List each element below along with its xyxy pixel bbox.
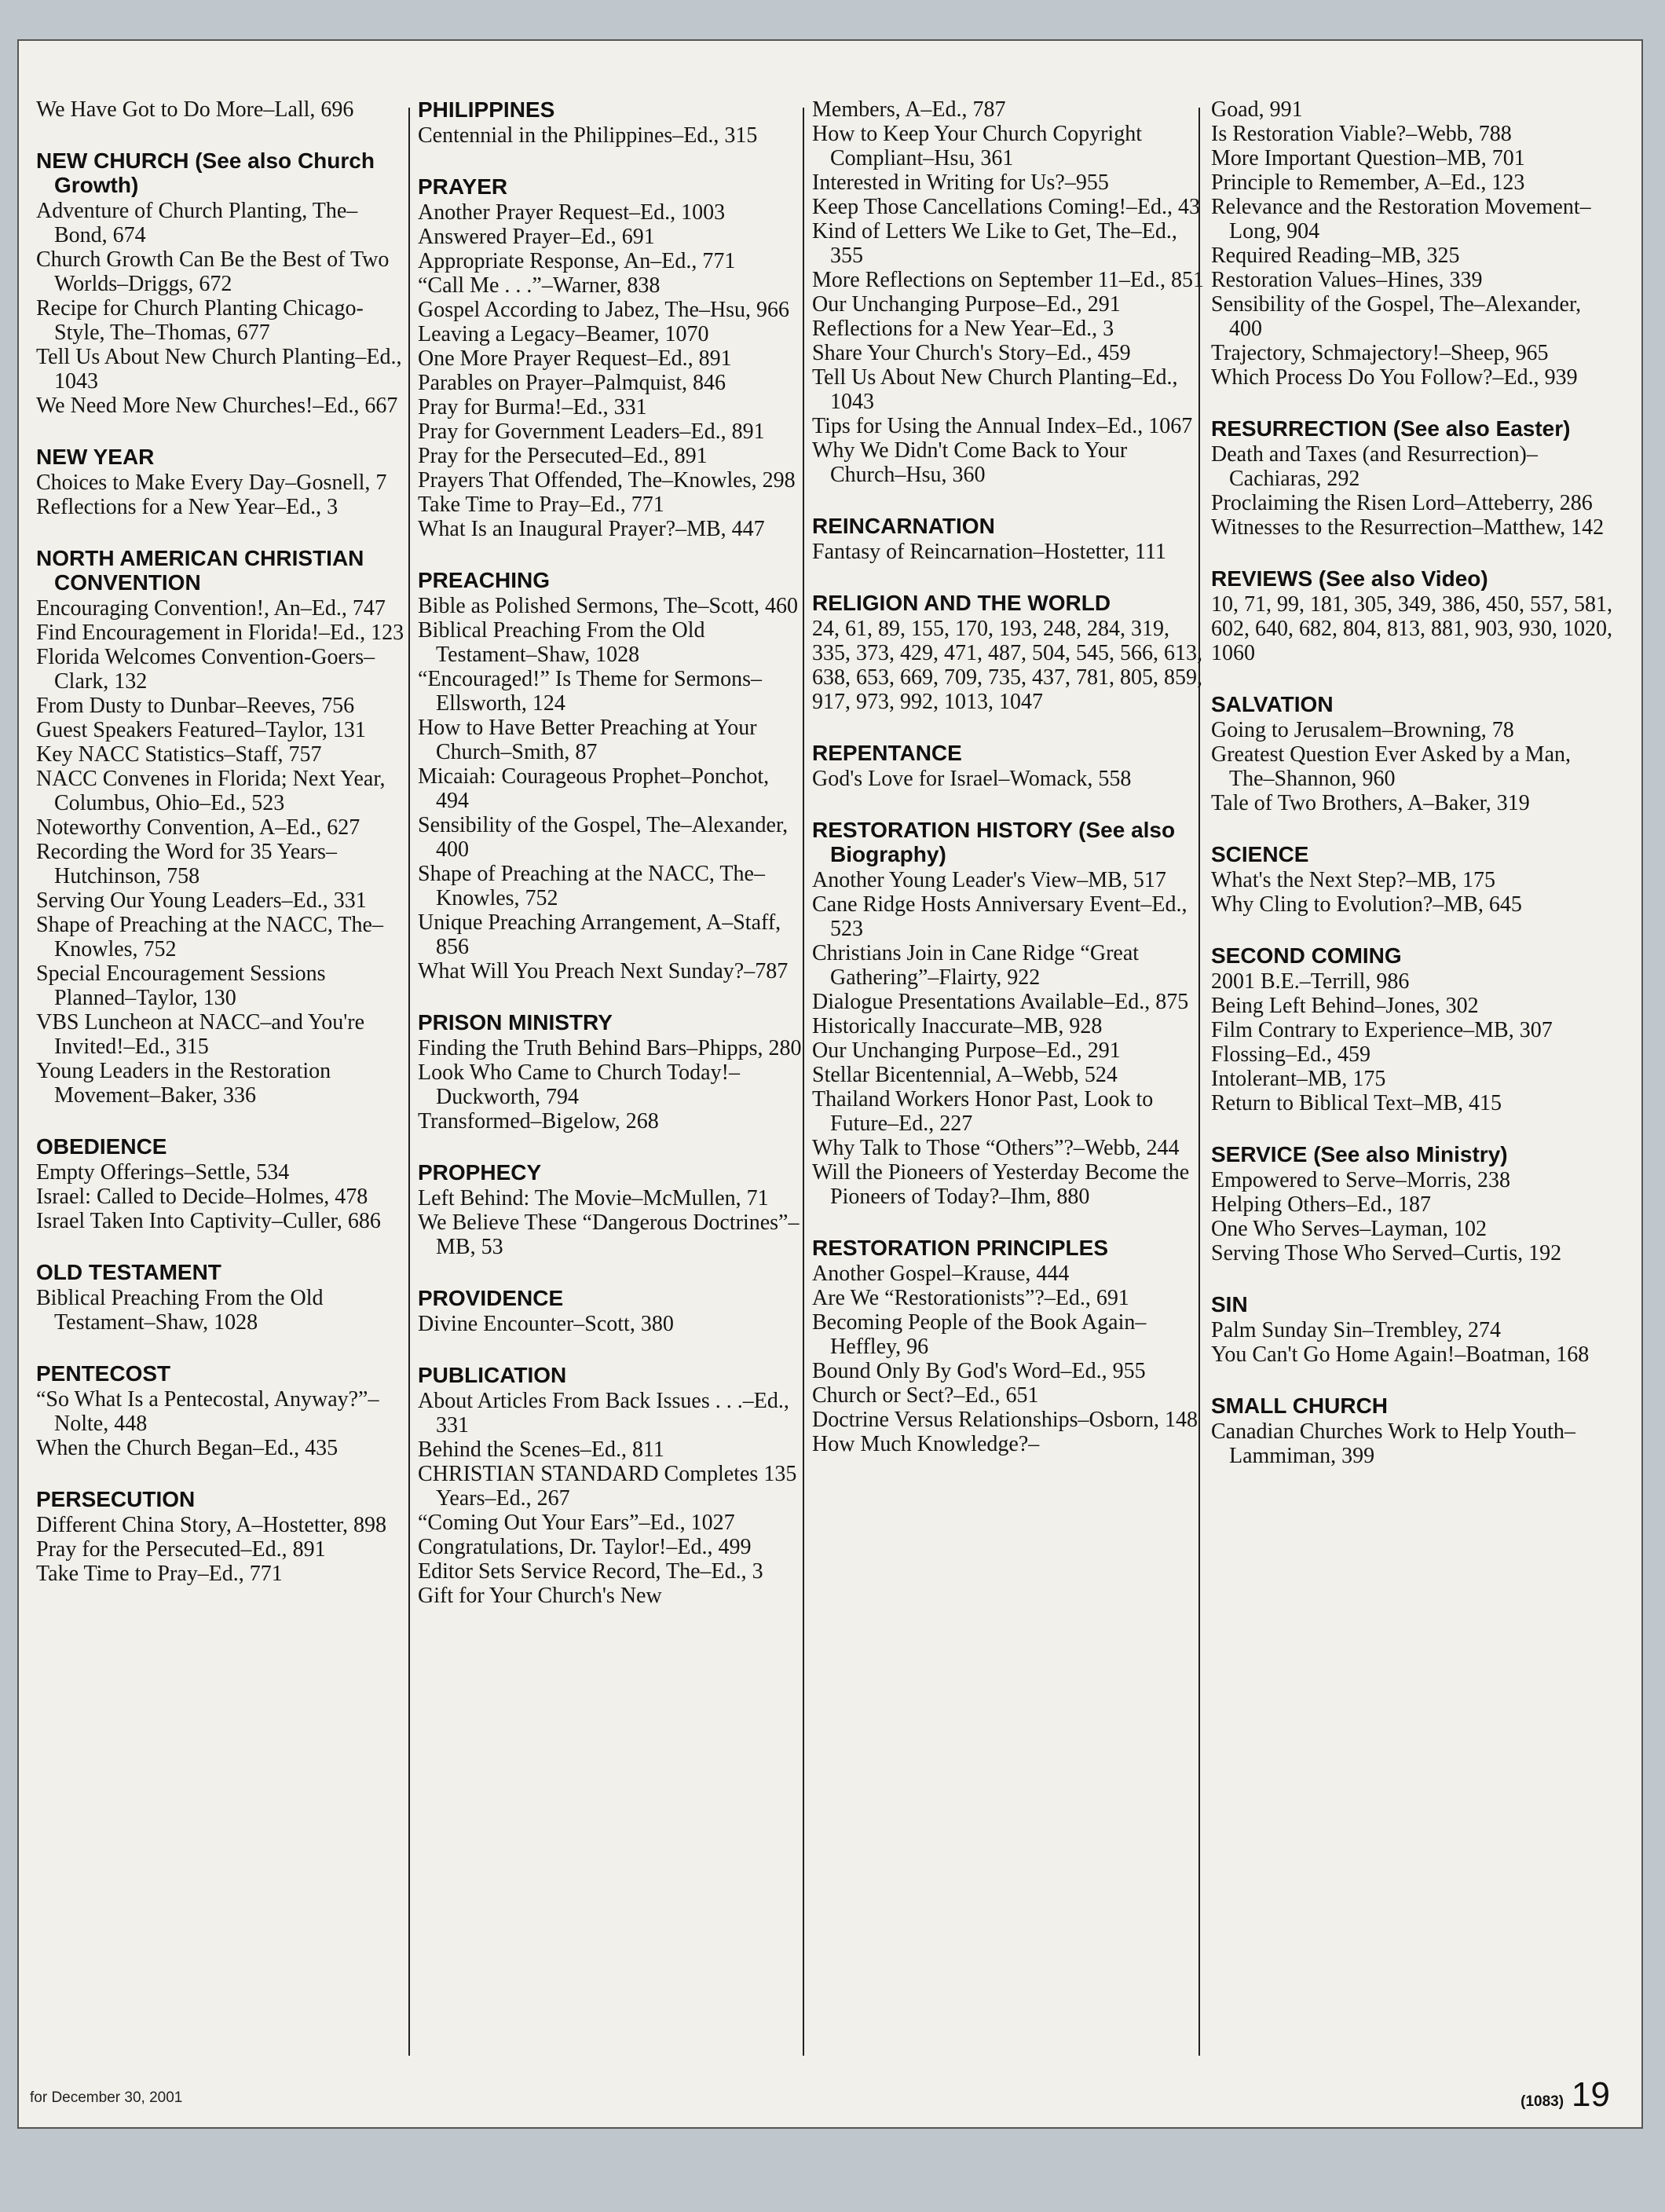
- index-entry: Pray for the Persecuted–Ed., 891: [418, 444, 708, 468]
- section-heading: REPENTANCE: [812, 741, 962, 765]
- index-entry: Becoming People of the Book Again–Heffley, 96: [812, 1310, 1147, 1359]
- index-entry: About Articles From Back Issues . . .–Ed., 331: [418, 1389, 789, 1437]
- index-section: [36, 1134, 409, 1233]
- index-entry: Key NACC Statistics–Staff, 757: [36, 742, 322, 767]
- index-entry: Doctrine Versus Relationships–Osborn, 148: [812, 1408, 1198, 1432]
- index-section: [1211, 842, 1619, 917]
- index-entry: Unique Preaching Arrangement, A–Staff, 856: [418, 910, 781, 959]
- index-entry: Cane Ridge Hosts Anniversary Event–Ed., 523: [812, 892, 1187, 941]
- index-entry: Biblical Preaching From the Old Testament–Shaw, 1028: [418, 618, 705, 667]
- index-entry: Members, A–Ed., 787: [812, 97, 1006, 122]
- index-entry: More Important Question–MB, 701: [1211, 146, 1525, 170]
- index-entry: How to Keep Your Church Copyright Compliant–Hsu, 361: [812, 122, 1142, 170]
- index-entry: Is Restoration Viable?–Webb, 788: [1211, 122, 1512, 146]
- index-entry: “Encouraged!” Is Theme for Sermons–Ellsworth, 124: [418, 667, 762, 716]
- index-entry: Biblical Preaching From the Old Testament–Shaw, 1028: [36, 1286, 324, 1335]
- index-entry: Intolerant–MB, 175: [1211, 1067, 1386, 1091]
- index-entry: How Much Knowledge?–: [812, 1432, 1040, 1456]
- index-entry: Serving Those Who Served–Curtis, 192: [1211, 1241, 1562, 1265]
- page-number: 19: [1572, 2075, 1610, 2114]
- index-entry: Recipe for Church Planting Chicago-Style, The–Thomas, 677: [36, 296, 364, 345]
- index-entry: Sensibility of the Gospel, The–Alexander, 400: [1211, 292, 1582, 341]
- index-column-3: [812, 97, 1205, 2061]
- index-page: [17, 39, 1643, 2129]
- index-section: [812, 741, 1205, 791]
- index-entry: Guest Speakers Featured–Taylor, 131: [36, 718, 366, 742]
- index-entry: “Call Me . . .”–Warner, 838: [418, 273, 661, 298]
- index-entry: We Need More New Churches!–Ed., 667: [36, 394, 398, 418]
- index-entry: Witnesses to the Resurrection–Matthew, 142: [1211, 515, 1605, 540]
- index-section: [1211, 1393, 1619, 1468]
- index-section: [418, 174, 807, 541]
- index-section: [1211, 1292, 1619, 1367]
- index-entry: Reflections for a New Year–Ed., 3: [36, 495, 338, 519]
- index-section: [418, 568, 807, 983]
- index-entry: Congratulations, Dr. Taylor!–Ed., 499: [418, 1535, 752, 1559]
- section-heading: SERVICE (See also Ministry): [1211, 1142, 1508, 1166]
- index-section: [36, 97, 409, 122]
- section-heading: NORTH AMERICAN CHRISTIAN CONVENTION: [36, 546, 364, 595]
- index-entry: God's Love for Israel–Womack, 558: [812, 767, 1132, 791]
- index-entry: “So What Is a Pentecostal, Anyway?”–Nolte, 448: [36, 1387, 379, 1436]
- index-entry: Church or Sect?–Ed., 651: [812, 1383, 1039, 1408]
- index-entry: Israel Taken Into Captivity–Culler, 686: [36, 1209, 381, 1233]
- section-heading: PRAYER: [418, 174, 508, 199]
- index-entry: More Reflections on September 11–Ed., 851: [812, 268, 1204, 292]
- index-entry: Which Process Do You Follow?–Ed., 939: [1211, 365, 1578, 390]
- page-reference-list: 24, 61, 89, 155, 170, 193, 248, 284, 319, 335, 373, 429, 471, 487, 504, 545, 566, 613, 638, 653, 669, 709, 735, 437, 781, 805, 859, 917, 973, 992, 1013, 1047: [812, 617, 1202, 714]
- index-entry: Gospel According to Jabez, The–Hsu, 966: [418, 298, 790, 322]
- index-entry: Death and Taxes (and Resurrection)–Cachiaras, 292: [1211, 442, 1538, 491]
- index-entry: Recording the Word for 35 Years–Hutchinson, 758: [36, 840, 337, 888]
- index-section: [1211, 1142, 1619, 1265]
- index-section: [418, 1363, 807, 1608]
- index-entry: Pray for Burma!–Ed., 331: [418, 395, 647, 419]
- section-heading: RESTORATION HISTORY (See also Biography): [812, 818, 1176, 866]
- index-entry: Left Behind: The Movie–McMullen, 71: [418, 1186, 769, 1210]
- index-entry: Reflections for a New Year–Ed., 3: [812, 317, 1114, 341]
- index-entry: Another Gospel–Krause, 444: [812, 1262, 1070, 1286]
- index-entry: When the Church Began–Ed., 435: [36, 1436, 338, 1460]
- index-entry: What Is an Inaugural Prayer?–MB, 447: [418, 517, 765, 541]
- index-section: [812, 591, 1205, 714]
- index-entry: You Can't Go Home Again!–Boatman, 168: [1211, 1342, 1590, 1367]
- index-entry: Empty Offerings–Settle, 534: [36, 1160, 290, 1185]
- index-entry: Stellar Bicentennial, A–Webb, 524: [812, 1063, 1118, 1087]
- index-section: [36, 1487, 409, 1586]
- index-entry: Encouraging Convention!, An–Ed., 747: [36, 596, 386, 621]
- index-entry: Palm Sunday Sin–Trembley, 274: [1211, 1318, 1501, 1342]
- index-entry: What's the Next Step?–MB, 175: [1211, 868, 1495, 892]
- index-entry: Why Cling to Evolution?–MB, 645: [1211, 892, 1522, 917]
- index-entry: Kind of Letters We Like to Get, The–Ed., 355: [812, 219, 1177, 268]
- index-entry: Empowered to Serve–Morris, 238: [1211, 1168, 1511, 1192]
- index-section: [1211, 566, 1619, 665]
- section-heading: SALVATION: [1211, 692, 1334, 716]
- index-entry: Canadian Churches Work to Help Youth–Lammiman, 399: [1211, 1419, 1575, 1468]
- index-entry: Flossing–Ed., 459: [1211, 1042, 1371, 1067]
- index-section: [36, 445, 409, 519]
- index-entry: Noteworthy Convention, A–Ed., 627: [36, 815, 360, 840]
- index-entry: Dialogue Presentations Available–Ed., 875: [812, 990, 1189, 1014]
- section-heading: PROVIDENCE: [418, 1286, 564, 1310]
- page-code: (1083): [1520, 2093, 1564, 2110]
- index-entry: Are We “Restorationists”?–Ed., 691: [812, 1286, 1129, 1310]
- index-section: [812, 1236, 1205, 1456]
- index-entry: Fantasy of Reincarnation–Hostetter, 111: [812, 540, 1166, 564]
- index-section: [812, 97, 1205, 487]
- index-entry: Different China Story, A–Hostetter, 898: [36, 1513, 387, 1537]
- index-entry: Another Prayer Request–Ed., 1003: [418, 200, 726, 225]
- index-entry: Being Left Behind–Jones, 302: [1211, 994, 1479, 1018]
- index-section: [1211, 416, 1619, 540]
- index-entry: Helping Others–Ed., 187: [1211, 1192, 1431, 1217]
- index-entry: Return to Biblical Text–MB, 415: [1211, 1091, 1502, 1115]
- section-heading: PREACHING: [418, 568, 551, 592]
- index-section: [36, 1361, 409, 1460]
- index-column-4: [1211, 97, 1619, 2061]
- index-entry: Gift for Your Church's New: [418, 1584, 662, 1608]
- index-entry: Find Encouragement in Florida!–Ed., 123: [36, 621, 404, 645]
- index-entry: Share Your Church's Story–Ed., 459: [812, 341, 1131, 365]
- index-section: [1211, 943, 1619, 1115]
- index-section: [1211, 97, 1619, 390]
- index-entry: From Dusty to Dunbar–Reeves, 756: [36, 694, 355, 718]
- index-entry: Tale of Two Brothers, A–Baker, 319: [1211, 791, 1530, 815]
- index-entry: Behind the Scenes–Ed., 811: [418, 1437, 664, 1462]
- section-heading: PERSECUTION: [36, 1487, 196, 1511]
- index-column-2: [418, 97, 807, 2061]
- section-heading: PENTECOST: [36, 1361, 171, 1386]
- index-entry: Another Young Leader's View–MB, 517: [812, 868, 1166, 892]
- index-entry: Leaving a Legacy–Beamer, 1070: [418, 322, 709, 346]
- index-entry: Our Unchanging Purpose–Ed., 291: [812, 1038, 1121, 1063]
- index-entry: Historically Inaccurate–MB, 928: [812, 1014, 1103, 1038]
- issue-date: for December 30, 2001: [30, 2089, 183, 2106]
- index-entry: Choices to Make Every Day–Gosnell, 7: [36, 471, 387, 495]
- index-entry: Tell Us About New Church Planting–Ed., 1043: [812, 365, 1178, 414]
- index-entry: We Believe These “Dangerous Doctrines”–MB, 53: [418, 1210, 800, 1259]
- index-entry: Pray for Government Leaders–Ed., 891: [418, 419, 765, 444]
- index-entry: One Who Serves–Layman, 102: [1211, 1217, 1487, 1241]
- section-heading: PROPHECY: [418, 1160, 542, 1185]
- index-entry: Shape of Preaching at the NACC, The–Knowles, 752: [418, 862, 765, 910]
- index-entry: Thailand Workers Honor Past, Look to Future–Ed., 227: [812, 1087, 1154, 1136]
- section-heading: REINCARNATION: [812, 514, 995, 538]
- section-heading: SCIENCE: [1211, 842, 1309, 866]
- index-entry: Our Unchanging Purpose–Ed., 291: [812, 292, 1121, 317]
- section-heading: PHILIPPINES: [418, 97, 555, 122]
- index-entry: Restoration Values–Hines, 339: [1211, 268, 1483, 292]
- index-entry: Interested in Writing for Us?–955: [812, 170, 1109, 195]
- index-entry: Why We Didn't Come Back to Your Church–Hsu, 360: [812, 438, 1128, 487]
- index-entry: Shape of Preaching at the NACC, The–Knowles, 752: [36, 913, 383, 961]
- page-number-block: [1520, 2075, 1610, 2115]
- index-entry: 2001 B.E.–Terrill, 986: [1211, 969, 1410, 994]
- section-heading: PUBLICATION: [418, 1363, 567, 1387]
- index-entry: Young Leaders in the Restoration Movement–Baker, 336: [36, 1059, 331, 1108]
- index-entry: Christians Join in Cane Ridge “Great Gathering”–Flairty, 922: [812, 941, 1140, 990]
- index-entry: Sensibility of the Gospel, The–Alexander, 400: [418, 813, 789, 862]
- index-entry: Divine Encounter–Scott, 380: [418, 1312, 674, 1336]
- index-entry: Tips for Using the Annual Index–Ed., 1067: [812, 414, 1193, 438]
- index-entry: Relevance and the Restoration Movement–Long, 904: [1211, 195, 1591, 244]
- index-entry: Tell Us About New Church Planting–Ed., 1043: [36, 345, 402, 394]
- index-entry: VBS Luncheon at NACC–and You're Invited!–Ed., 315: [36, 1010, 365, 1059]
- section-heading: REVIEWS (See also Video): [1211, 566, 1488, 591]
- index-entry: Answered Prayer–Ed., 691: [418, 225, 655, 249]
- index-section: [812, 514, 1205, 564]
- index-entry: Pray for the Persecuted–Ed., 891: [36, 1537, 326, 1562]
- section-heading: RESURRECTION (See also Easter): [1211, 416, 1571, 441]
- index-section: [418, 97, 807, 148]
- page-reference-list: 10, 71, 99, 181, 305, 349, 386, 450, 557, 581, 602, 640, 682, 804, 813, 881, 903, 930, 1020, 1060: [1211, 592, 1612, 665]
- index-entry: CHRISTIAN STANDARD Completes 135 Years–Ed., 267: [418, 1462, 797, 1511]
- index-entry: Florida Welcomes Convention-Goers–Clark, 132: [36, 645, 375, 694]
- index-entry: NACC Convenes in Florida; Next Year, Columbus, Ohio–Ed., 523: [36, 767, 386, 815]
- section-heading: OLD TESTAMENT: [36, 1260, 221, 1284]
- index-section: [36, 148, 409, 418]
- index-entry: Prayers That Offended, The–Knowles, 298: [418, 468, 796, 493]
- index-entry: Micaiah: Courageous Prophet–Ponchot, 494: [418, 764, 770, 813]
- index-entry: Proclaiming the Risen Lord–Atteberry, 286: [1211, 491, 1593, 515]
- section-heading: NEW YEAR: [36, 445, 155, 469]
- section-heading: SIN: [1211, 1292, 1248, 1317]
- index-entry: Bible as Polished Sermons, The–Scott, 460: [418, 594, 799, 618]
- index-column-1: [36, 97, 409, 2061]
- index-section: [36, 546, 409, 1108]
- index-entry: Goad, 991: [1211, 97, 1303, 122]
- index-entry: Why Talk to Those “Others”?–Webb, 244: [812, 1136, 1180, 1160]
- index-entry: Church Growth Can Be the Best of Two Worlds–Driggs, 672: [36, 247, 390, 296]
- index-entry: Special Encouragement Sessions Planned–Taylor, 130: [36, 961, 326, 1010]
- index-entry: How to Have Better Preaching at Your Church–Smith, 87: [418, 716, 757, 764]
- index-section: [1211, 692, 1619, 815]
- index-entry: Required Reading–MB, 325: [1211, 244, 1460, 268]
- index-entry: Transformed–Bigelow, 268: [418, 1109, 659, 1133]
- section-heading: SMALL CHURCH: [1211, 1393, 1389, 1418]
- index-section: [418, 1286, 807, 1336]
- section-heading: SECOND COMING: [1211, 943, 1402, 968]
- index-entry: We Have Got to Do More–Lall, 696: [36, 97, 354, 122]
- index-entry: Editor Sets Service Record, The–Ed., 3: [418, 1559, 763, 1584]
- index-entry: Trajectory, Schmajectory!–Sheep, 965: [1211, 341, 1549, 365]
- section-heading: PRISON MINISTRY: [418, 1010, 613, 1035]
- index-entry: Take Time to Pray–Ed., 771: [418, 493, 664, 517]
- index-entry: Will the Pioneers of Yesterday Become the Pioneers of Today?–Ihm, 880: [812, 1160, 1190, 1209]
- index-section: [812, 818, 1205, 1209]
- index-entry: Adventure of Church Planting, The–Bond, 674: [36, 199, 358, 247]
- index-entry: Take Time to Pray–Ed., 771: [36, 1562, 283, 1586]
- index-entry: Film Contrary to Experience–MB, 307: [1211, 1018, 1553, 1042]
- index-section: [418, 1160, 807, 1259]
- index-entry: Greatest Question Ever Asked by a Man, The–Shannon, 960: [1211, 742, 1571, 791]
- section-heading: OBEDIENCE: [36, 1134, 167, 1159]
- index-entry: Finding the Truth Behind Bars–Phipps, 280: [418, 1036, 802, 1060]
- index-entry: Keep Those Cancellations Coming!–Ed., 43: [812, 195, 1201, 219]
- index-entry: Look Who Came to Church Today!–Duckworth, 794: [418, 1060, 740, 1109]
- index-entry: Bound Only By God's Word–Ed., 955: [812, 1359, 1146, 1383]
- index-entry: Israel: Called to Decide–Holmes, 478: [36, 1185, 368, 1209]
- section-heading: NEW CHURCH (See also Church Growth): [36, 148, 375, 197]
- index-entry: “Coming Out Your Ears”–Ed., 1027: [418, 1511, 735, 1535]
- index-entry: Serving Our Young Leaders–Ed., 331: [36, 888, 367, 913]
- index-entry: Appropriate Response, An–Ed., 771: [418, 249, 736, 273]
- index-entry: Parables on Prayer–Palmquist, 846: [418, 371, 726, 395]
- index-entry: Centennial in the Philippines–Ed., 315: [418, 123, 758, 148]
- index-entry: Going to Jerusalem–Browning, 78: [1211, 718, 1514, 742]
- index-section: [36, 1260, 409, 1335]
- section-heading: RESTORATION PRINCIPLES: [812, 1236, 1109, 1260]
- section-heading: RELIGION AND THE WORLD: [812, 591, 1111, 615]
- index-entry: One More Prayer Request–Ed., 891: [418, 346, 732, 371]
- index-section: [418, 1010, 807, 1133]
- index-entry: What Will You Preach Next Sunday?–787: [418, 959, 789, 983]
- index-entry: Principle to Remember, A–Ed., 123: [1211, 170, 1525, 195]
